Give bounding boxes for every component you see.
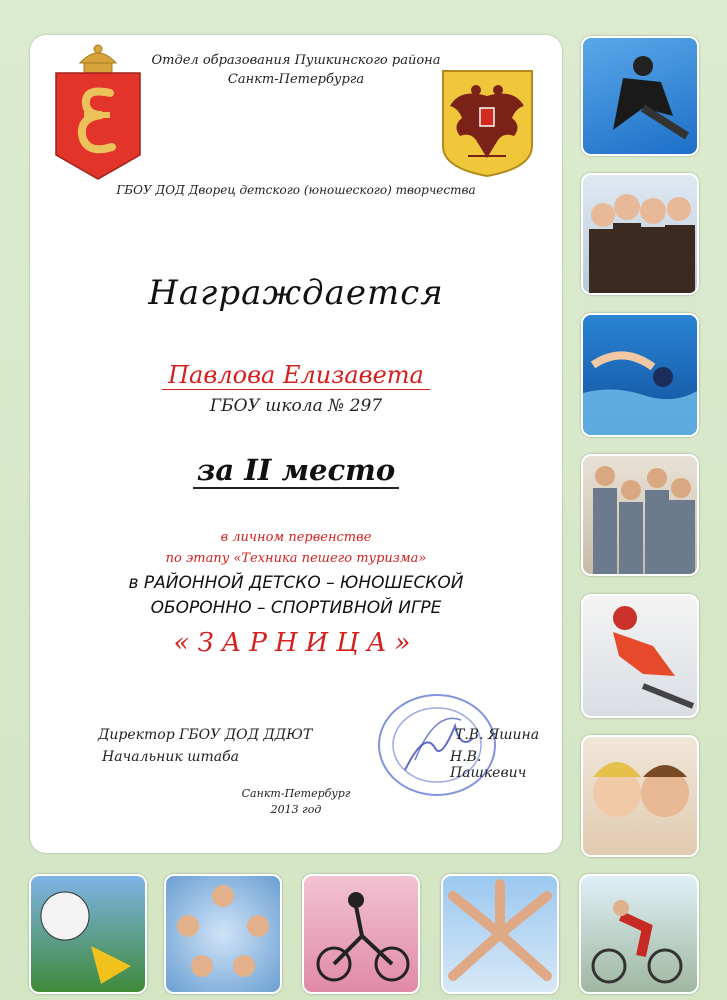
header-organization: Отдел образования Пушкинского района xyxy=(151,53,441,68)
footer-year: 2013 год xyxy=(270,803,322,816)
recipient-school: ГБОУ школа № 297 xyxy=(209,396,383,416)
award-place-text: за II место xyxy=(193,453,399,489)
smiling-teens-icon xyxy=(583,737,697,855)
recipient-name xyxy=(30,361,562,389)
photo-hands-together xyxy=(441,874,559,994)
award-reason-line3: в РАЙОННОЙ ДЕТСКО – ЮНОШЕСКОЙ xyxy=(128,573,464,593)
photo-cyclists xyxy=(579,874,699,994)
photo-huddle-circle xyxy=(164,874,282,994)
students-group-icon xyxy=(583,456,697,574)
certificate-card xyxy=(30,35,562,853)
huddle-icon xyxy=(166,876,280,992)
award-reason-line4: ОБОРОННО – СПОРТИВНОЙ ИГРЕ xyxy=(150,598,442,618)
soccer-ball-icon xyxy=(31,876,145,992)
header-city: Санкт-Петербурга xyxy=(227,72,365,87)
award-title: Награждается xyxy=(148,273,444,313)
award-place xyxy=(30,453,562,487)
signature-role-director: Директор ГБОУ ДОД ДДЮТ xyxy=(98,727,313,743)
header-institution: ГБОУ ДОД Дворец детского (юношеского) творчества xyxy=(116,183,476,197)
hands-together-icon xyxy=(443,876,557,992)
photo-students-group xyxy=(581,454,699,576)
teens-group-icon xyxy=(583,175,697,293)
photo-teens-thumbs-up xyxy=(581,173,699,295)
photo-swimmer xyxy=(581,313,699,437)
photo-bmx-rider xyxy=(302,874,420,994)
cyclists-icon xyxy=(581,876,697,992)
swimmer-icon xyxy=(583,315,697,435)
signature-name-director: Т.В. Яшина xyxy=(455,727,540,743)
signature-role-chief: Начальник штаба xyxy=(102,749,239,765)
photo-smiling-teens xyxy=(581,735,699,857)
official-stamp-icon xyxy=(375,690,499,800)
award-reason-line2: по этапу «Техника пешего туризма» xyxy=(165,551,427,566)
game-name: «ЗАРНИЦА» xyxy=(173,628,419,658)
photo-rollerblader xyxy=(581,36,699,156)
rollerblader-icon xyxy=(583,38,697,154)
signature-name-chief: Н.В. Пашкевич xyxy=(450,749,527,781)
award-reason-line1: в личном первенстве xyxy=(220,530,372,545)
photo-soccer-goalkeeper xyxy=(29,874,147,994)
recipient-name-text: Павлова Елизавета xyxy=(162,361,430,390)
photo-motocross xyxy=(581,594,699,718)
motocross-rider-icon xyxy=(583,596,697,716)
bmx-bike-icon xyxy=(304,876,418,992)
footer-city: Санкт-Петербург xyxy=(241,787,351,800)
